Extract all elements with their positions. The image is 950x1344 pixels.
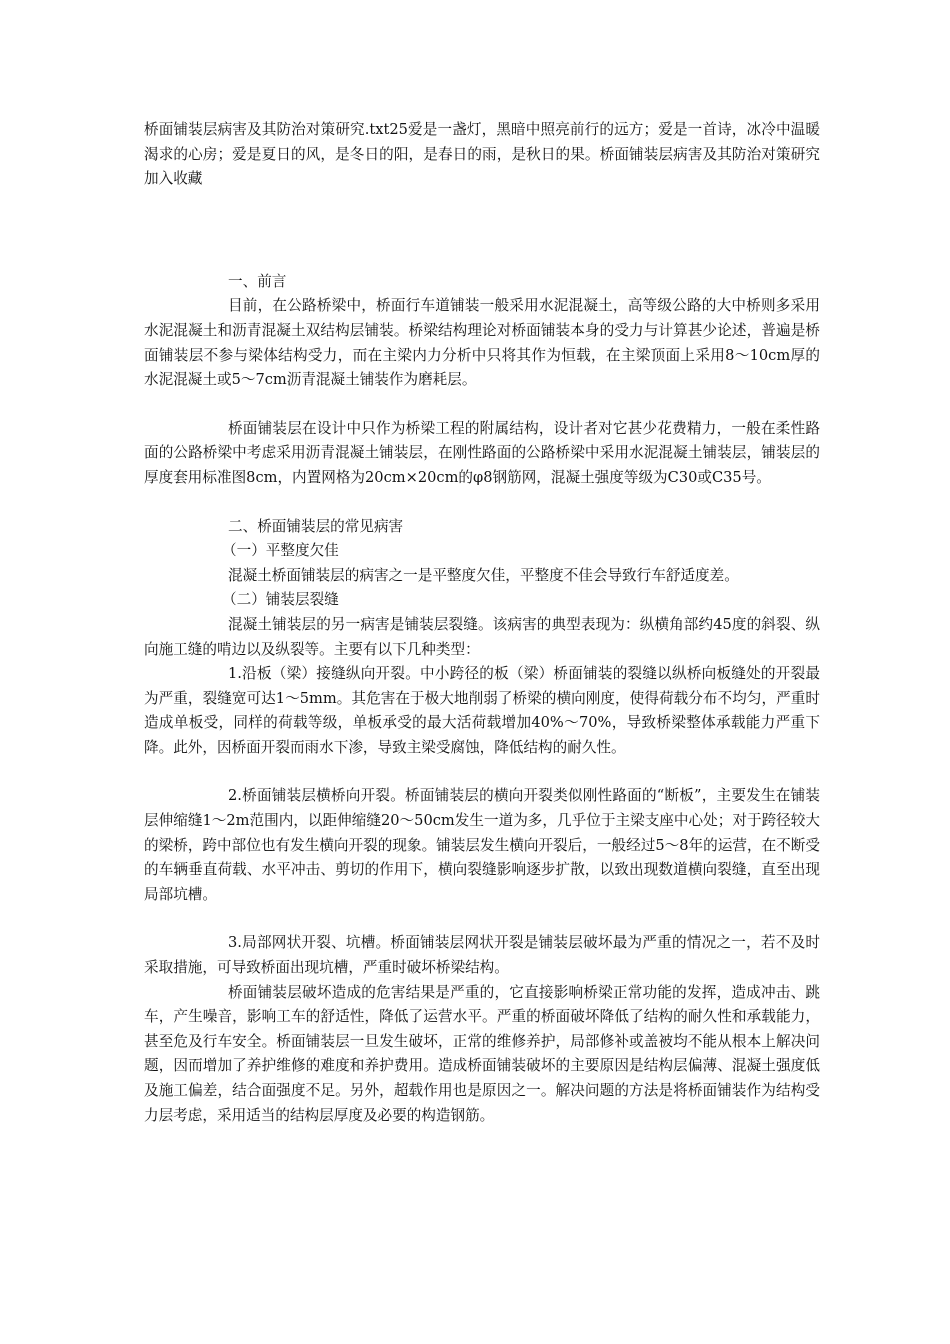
- header-paragraph: 桥面铺装层病害及其防治对策研究.txt25爱是一盏灯，黑暗中照亮前行的远方；爱是一首诗，冰冷中温暖渴求的心房；爱是夏日的风，是冬日的阳，是春日的雨，是秋日的果。桥面铺装层病害及其防治对策研究 加入收藏: [144, 121, 820, 188]
- section-2-title: 二、桥面铺装层的常见病害: [228, 517, 404, 535]
- subsection-2-text: 混凝土铺装层的另一病害是铺装层裂缝。该病害的典型表现为：纵横角部约45度的斜裂、纵向施工缝的啃边以及纵裂等。主要有以下几种类型：: [144, 615, 820, 658]
- crack-type-1: 1.沿板（梁）接缝纵向开裂。中小跨径的板（梁）桥面铺装的裂缝以纵桥向板缝处的开裂最为严重，裂缝宽可达1～5mm。其危害在于极大地削弱了桥梁的横向刚度，使得荷载分布不均匀，严重时造成单板受，同样的荷载等级，单板承受的最大活荷载增加40%～70%，导致桥梁整体承载能力严重下降。此外，因桥面开裂而雨水下渗，导致主梁受腐蚀，降低结构的耐久性。: [144, 665, 820, 756]
- crack-type-3: 3.局部网状开裂、坑槽。桥面铺装层网状开裂是铺装层破坏最为严重的情况之一，若不及时采取措施，可导致桥面出现坑槽，严重时破坏桥梁结构。: [144, 934, 820, 977]
- damage-summary: 桥面铺装层破坏造成的危害结果是严重的，它直接影响桥梁正常功能的发挥，造成冲击、跳车，产生噪音，影响工车的舒适性，降低了运营水平。严重的桥面破坏降低了结构的耐久性和承载能力，甚至危及行车安全。桥面铺装层一旦发生破坏，正常的维修养护，局部修补或盖被均不能从根本上解决问题，因而增加了养护维修的难度和养护费用。造成桥面铺装破坏的主要原因是结构层偏薄、混凝土强度低及施工偏差，结合面强度不足。另外，超载作用也是原因之一。解决问题的方法是将桥面铺装作为结构受力层考虑，采用适当的结构层厚度及必要的构造钢筋。: [144, 983, 820, 1124]
- subsection-2-title: （二）铺装层裂缝: [222, 591, 339, 609]
- section-1-paragraph-2: 桥面铺装层在设计中只作为桥梁工程的附属结构，设计者对它甚少花费精力，一般在柔性路面的公路桥梁中考虑采用沥青混凝土铺装层，在刚性路面的公路桥梁中采用水泥混凝土铺装层，铺装层的厚度套用标准图8cm，内置网格为20cm×20cm的φ8钢筋网，混凝土强度等级为C30或C35号。: [144, 419, 820, 486]
- section-1-title: 一、前言: [228, 272, 287, 290]
- crack-type-2: 2.桥面铺装层横桥向开裂。桥面铺装层的横向开裂类似刚性路面的“断板”，主要发生在铺装层伸缩缝1～2m范围内，以距伸缩缝20～50cm发生一道为多，几乎位于主梁支座中心处；对于跨径较大的梁桥，跨中部位也有发生横向开裂的现象。铺装层发生横向开裂后，一般经过5～8年的运营，在不断受的车辆垂直荷载、水平冲击、剪切的作用下，横向裂缝影响逐步扩散，以致出现数道横向裂缝，直至出现局部坑槽。: [144, 787, 820, 903]
- subsection-1-text: 混凝土桥面铺装层的病害之一是平整度欠佳，平整度不佳会导致行车舒适度差。: [228, 566, 739, 584]
- subsection-1-title: （一）平整度欠佳: [222, 542, 339, 560]
- document-page: [144, 118, 820, 1128]
- spacer: [144, 192, 820, 242]
- section-1-paragraph-1: 目前，在公路桥梁中，桥面行车道铺装一般采用水泥混凝土，高等级公路的大中桥则多采用水泥混凝土和沥青混凝土双结构层铺装。桥梁结构理论对桥面铺装本身的受力与计算甚少论述，普遍是桥面铺装层不参与梁体结构受力，而在主梁内力分析中只将其作为恒载，在主梁顶面上采用8～10cm厚的水泥混凝土或5～7cm沥青混凝土铺装作为磨耗层。: [144, 297, 820, 389]
